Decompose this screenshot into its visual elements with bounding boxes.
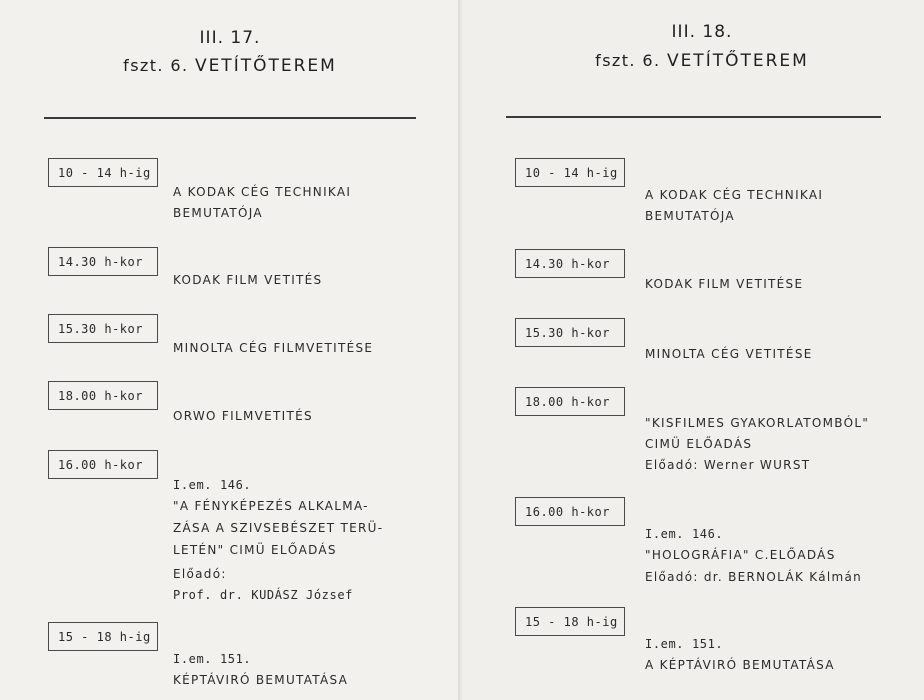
left-date-heading: III. 17. <box>199 28 261 48</box>
event-line: BEMUTATÓJA <box>173 206 263 220</box>
event-line: A KODAK CÉG TECHNIKAI <box>173 185 352 199</box>
right-room-heading <box>572 51 832 71</box>
time-box: 18.00 h-kor <box>515 387 625 416</box>
event-line: I.em. 146. <box>173 478 252 492</box>
event-line: "HOLOGRÁFIA" C.ELŐADÁS <box>645 548 836 562</box>
event-line: I.em. 151. <box>173 652 252 666</box>
event-line: ZÁSA A SZIVSEBÉSZET TERÜ- <box>173 521 384 535</box>
time-box: 15 - 18 h-ig <box>48 622 158 651</box>
event-line: ORWO FILMVETITÉS <box>173 409 313 423</box>
right-header-rule <box>506 116 881 118</box>
event-line: Előadó: dr. BERNOLÁK Kálmán <box>645 570 863 584</box>
time-box: 15.30 h-kor <box>515 318 625 347</box>
event-line: KODAK FILM VETITÉSE <box>645 277 804 291</box>
event-line: MINOLTA CÉG VETITÉSE <box>645 347 813 361</box>
time-box: 10 - 14 h-ig <box>48 158 158 187</box>
left-room-name: VETÍTŐTEREM <box>194 56 337 76</box>
time-box: 14.30 h-kor <box>515 249 625 278</box>
event-line: Prof. dr. KUDÁSZ József <box>173 588 353 602</box>
event-line: I.em. 151. <box>645 637 724 651</box>
right-room-name: VETÍTŐTEREM <box>666 51 809 71</box>
event-line: A KÉPTÁVIRÓ BEMUTATÁSA <box>645 658 835 672</box>
event-line: KODAK FILM VETITÉS <box>173 273 323 287</box>
time-box: 16.00 h-kor <box>48 450 158 479</box>
event-line: Előadó: <box>173 567 227 581</box>
left-room-prefix: fszt. 6. <box>123 56 189 75</box>
event-line: KÉPTÁVIRÓ BEMUTATÁSA <box>173 673 349 687</box>
time-box: 16.00 h-kor <box>515 497 625 526</box>
left-header-rule <box>44 117 416 119</box>
time-box: 10 - 14 h-ig <box>515 158 625 187</box>
left-page <box>0 0 460 700</box>
event-line: A KODAK CÉG TECHNIKAI <box>645 188 824 202</box>
time-box: 18.00 h-kor <box>48 381 158 410</box>
event-line: CIMÜ ELŐADÁS <box>645 437 753 451</box>
time-box: 15 - 18 h-ig <box>515 607 625 636</box>
event-line: I.em. 146. <box>645 527 724 541</box>
event-line: BEMUTATÓJA <box>645 209 735 223</box>
right-date-heading: III. 18. <box>671 22 733 42</box>
left-room-heading <box>100 56 360 76</box>
event-line: MINOLTA CÉG FILMVETITÉSE <box>173 341 374 355</box>
event-line: "A FÉNYKÉPEZÉS ALKALMA- <box>173 499 369 513</box>
time-box: 14.30 h-kor <box>48 247 158 276</box>
right-room-prefix: fszt. 6. <box>595 51 661 70</box>
event-line: Előadó: Werner WURST <box>645 458 811 472</box>
right-page <box>462 0 924 700</box>
event-line: "KISFILMES GYAKORLATOMBÓL" <box>645 416 870 430</box>
time-box: 15.30 h-kor <box>48 314 158 343</box>
event-line: LETÉN" CIMÜ ELŐADÁS <box>173 543 337 557</box>
